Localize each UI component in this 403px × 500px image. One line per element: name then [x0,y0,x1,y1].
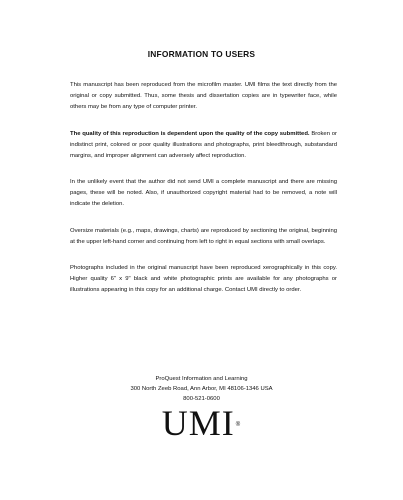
quality-text: Broken or indistinct print, colored or poor quality illustrations and photographs, print bleedthrough, substandard margins, and improper alignment can adversely affect reproduction. [70,130,337,159]
quality-heading: The quality of this reproduction is dependent upon the quality of the copy submitted. [70,130,310,137]
paragraph-microfilm: This manuscript has been reproduced from the microfilm master. UMI films the text directly from the original or copy submitted. Thus, some thesis and dissertation copies are in typewriter face, while others may be from any type of computer printer. [70,82,337,110]
street-address: 300 North Zeeb Road, Ann Arbor, MI 48106-1346 USA [130,386,273,392]
registered-mark: ® [235,422,242,428]
publisher-address [0,374,403,404]
paragraph-oversize: Oversize materials (e.g., maps, drawings, charts) are reproduced by sectioning the original, beginning at the upper left-hand corner and continuing from left to right in equal sections with small overlaps. [70,227,337,245]
notice-body [70,80,337,312]
publisher-name: ProQuest Information and Learning [155,376,248,382]
page-title: INFORMATION TO USERS [147,49,256,59]
paragraph-missing-pages: In the unlikely event that the author did not send UMI a complete manuscript and there are missing pages, these will be noted. Also, if unauthorized copyright material had to be removed, a note will indicate the deletion. [70,179,337,207]
paragraph-photographs: Photographs included in the original manuscript have been reproduced xerographically in this copy. Higher quality 6" x 9" black and white photographic prints are available for any photographs or illustrations appearing in this copy for an additional charge. Contact UMI directly to order. [70,265,337,293]
logo-text: UMI [161,403,235,443]
phone-number: 800-521-0600 [183,396,220,402]
umi-logo [0,405,403,441]
paragraph-quality [70,129,337,162]
